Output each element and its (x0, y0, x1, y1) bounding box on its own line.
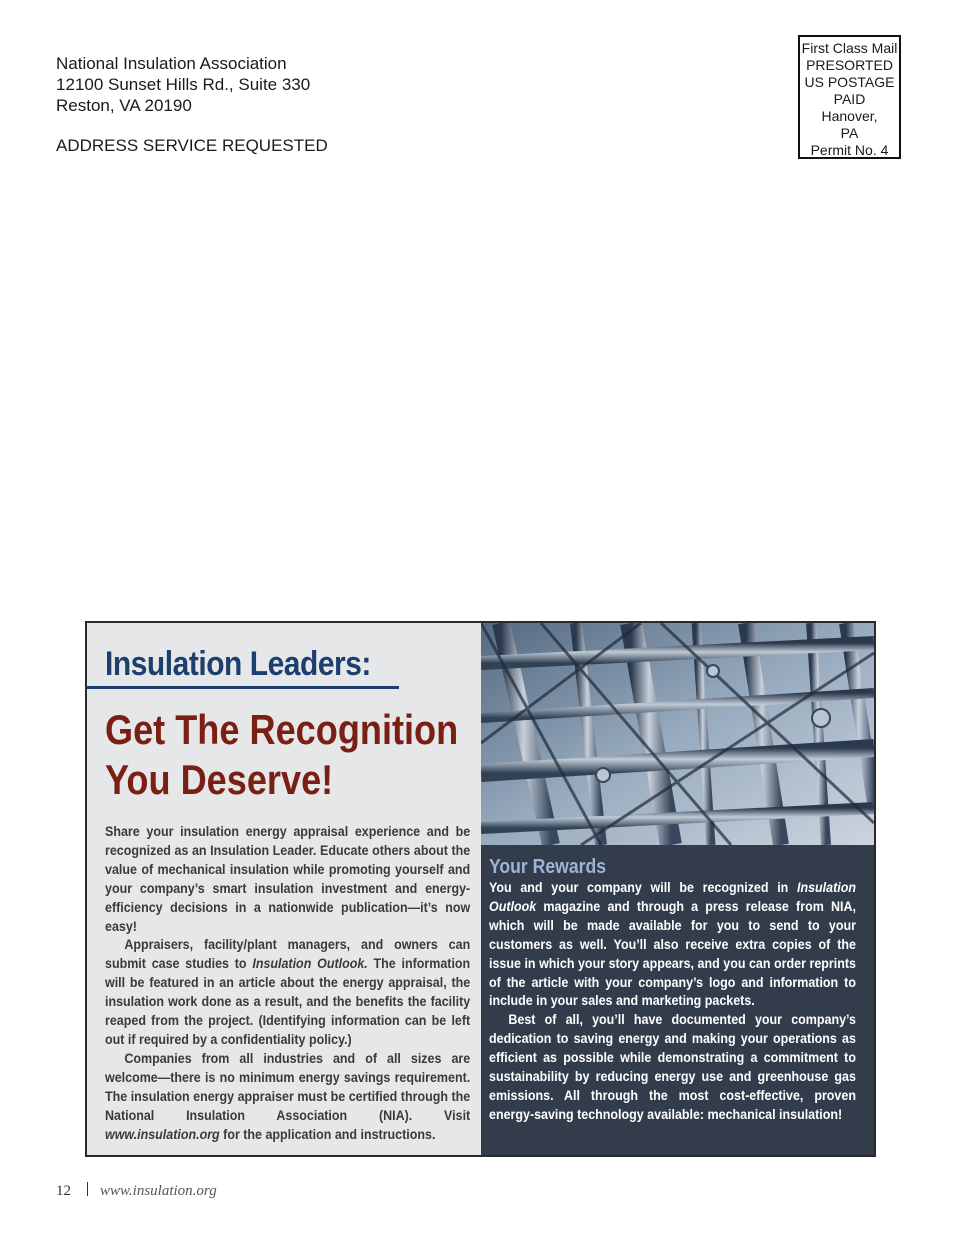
postage-line: Permit No. 4 (810, 142, 889, 158)
ad-subheading: Get The Recognition You Deserve! (105, 706, 459, 803)
return-address-line: Reston, VA 20190 (56, 96, 192, 115)
industrial-pipes-photo (481, 623, 874, 845)
postage-line: US POSTAGE (804, 74, 895, 90)
footer-divider (87, 1182, 88, 1196)
publication-name: Insulation Outlook (489, 880, 856, 915)
ad-paragraph: Share your insulation energy appraisal experience and be recognized as an Insulation Leader. Educate others about the value of mechanical insulation while promoting yourself and your company’s smart insulation investment and energy-efficiency decisions in a nationwide publication—it’s now easy! (105, 824, 471, 935)
page-footer (56, 1182, 217, 1200)
ad-paragraph: Companies from all industries and of all sizes are welcome—there is no minimum energy savings requirement. The insulation energy appraiser must be certified through the National Insulation Association (NIA). Visit www.insulation.org for the application and instructions. (105, 1050, 471, 1143)
address-service-requested: ADDRESS SERVICE REQUESTED (56, 136, 328, 155)
return-address (56, 53, 310, 116)
rewards-title: Your Rewards (489, 856, 607, 878)
website-link[interactable]: www.insulation.org (105, 1126, 220, 1143)
ad-left-panel (87, 623, 481, 1155)
ad-heading: Insulation Leaders: (105, 645, 371, 683)
ad-paragraph: You and your company will be recognized in Insulation Outlook magazine and through a press release from NIA, which will be made available for you to send to your customers as well. You’ll also receive extra copies of the issue in which your story appears, and you can order reprints of the article with your company’s logo and information to include in your sales and marketing packets. (489, 880, 856, 1010)
ad-paragraph: Best of all, you’ll have documented your company’s dedication to saving energy and making your operations as efficient as possible while demonstrating a commitment to sustainability by reducing energy use and greenhouse gas emissions. All through the most cost-effective, proven energy-saving technology available: mechanical insulation! (489, 1012, 856, 1123)
ad-paragraph: Appraisers, facility/plant managers, and owners can submit case studies to Insulation Outlook. The information will be featured in an article about the energy appraisal, the insulation work done as a result, and the benefits the facility reaped from the project. (Identifying information can be left out if required by a confidentiality policy.) (105, 937, 471, 1048)
postage-line: PA (840, 125, 859, 141)
insulation-leaders-ad (85, 621, 876, 1157)
ad-right-body (489, 879, 856, 1125)
postage-line: PAID (833, 91, 866, 107)
postage-indicia (798, 35, 901, 159)
postage-line: PRESORTED (806, 57, 893, 73)
publication-name: Insulation Outlook. (252, 956, 368, 973)
ad-right-panel (481, 623, 874, 1155)
postage-line: First Class Mail (801, 40, 898, 56)
footer-website[interactable]: www.insulation.org (100, 1183, 217, 1199)
ad-left-body (105, 823, 470, 1144)
return-address-line: National Insulation Association (56, 54, 287, 73)
page-number: 12 (56, 1183, 71, 1199)
return-address-line: 12100 Sunset Hills Rd., Suite 330 (56, 75, 311, 94)
postage-line: Hanover, (821, 108, 878, 124)
heading-underline (87, 686, 399, 689)
